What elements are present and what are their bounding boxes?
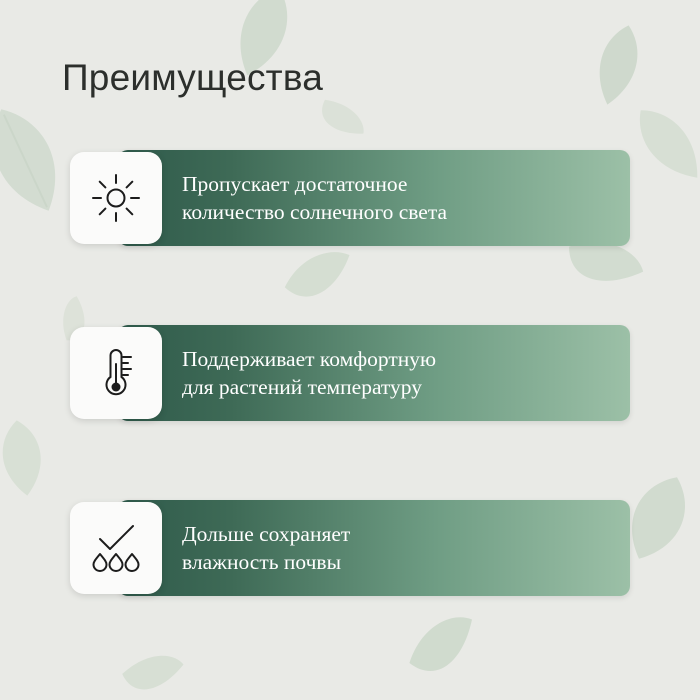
leaf-icon (114, 642, 187, 700)
leaf-icon (578, 16, 658, 115)
benefit-text (182, 150, 582, 246)
benefit-text-line2: влажность почвы (182, 550, 342, 574)
benefit-icon-box (70, 327, 162, 419)
benefit-row (70, 500, 630, 596)
thermometer-icon (90, 344, 142, 402)
leaf-icon (0, 414, 59, 502)
benefit-text-line2: количество солнечного света (182, 200, 448, 224)
benefit-row (70, 325, 630, 421)
benefit-icon-box (70, 152, 162, 244)
check-water-drops-icon (88, 521, 144, 575)
benefit-icon-box (70, 502, 162, 594)
page-title: Преимущества (62, 57, 324, 98)
benefit-text (182, 500, 582, 596)
benefit-text-line1: Поддерживает комфортную (182, 346, 437, 371)
benefit-text (182, 325, 582, 421)
benefit-text-line2: для растений температуру (182, 375, 423, 399)
benefit-row (70, 150, 630, 246)
leaf-icon (277, 243, 362, 317)
benefit-text-line1: Пропускает достаточное (182, 171, 408, 196)
sun-icon (90, 172, 142, 224)
benefit-text-line1: Дольше сохраняет (182, 521, 351, 546)
leaf-icon (395, 604, 491, 697)
